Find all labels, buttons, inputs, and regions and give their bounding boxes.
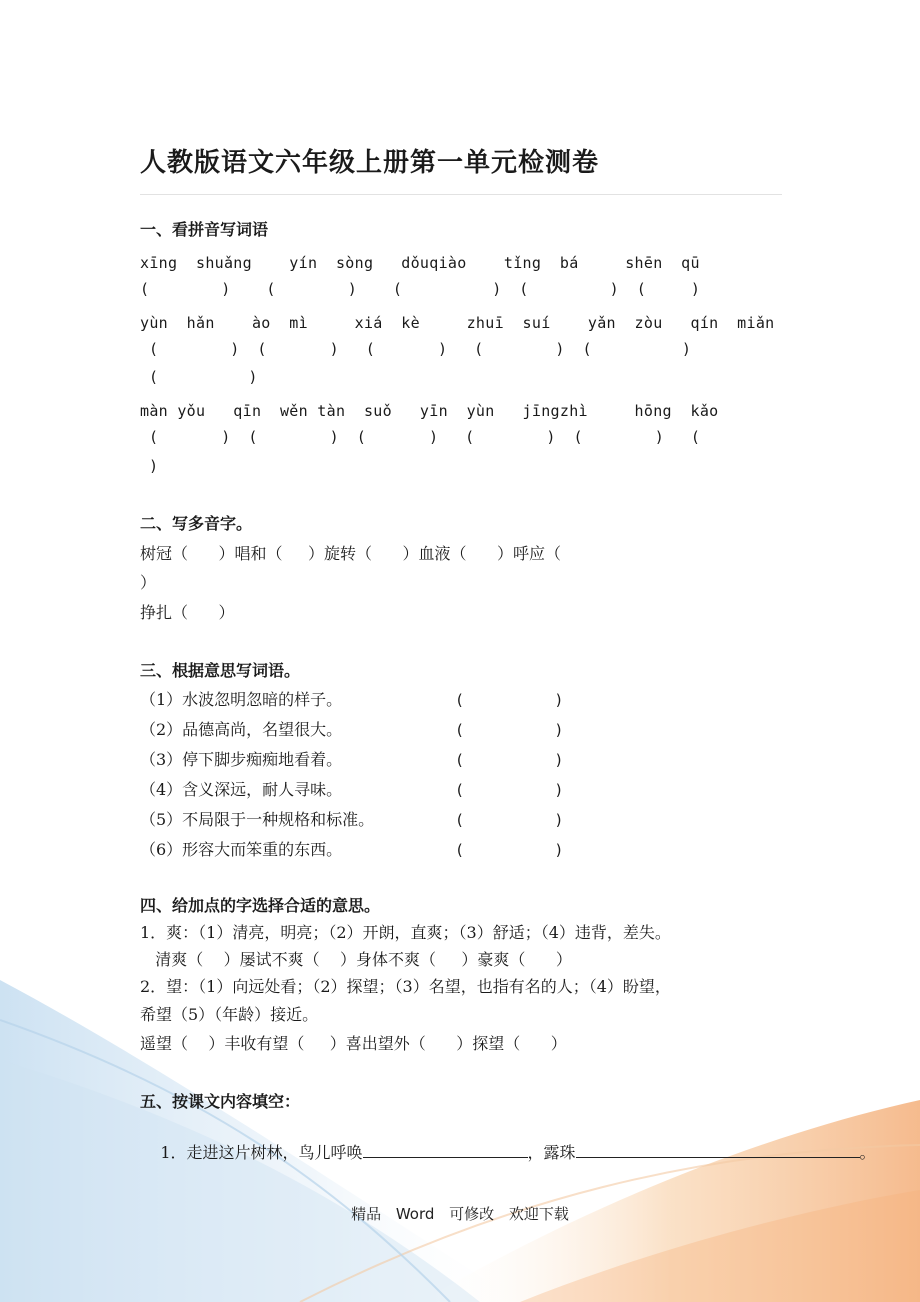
- document-title: 人教版语文六年级上册第一单元检测卷: [140, 148, 600, 178]
- answer-blanks-row-2a[interactable]: ( ) ( ) ( ) ( ) ( ): [140, 340, 691, 358]
- meaning-answer-1[interactable]: ( ): [455, 691, 564, 709]
- section1-heading: 一、看拼音写词语: [140, 220, 269, 239]
- meaning-item-6: （6）形容大而笨重的东西。: [140, 840, 343, 859]
- fill-in-blank-2[interactable]: [576, 1143, 860, 1158]
- answer-blanks-row-3b[interactable]: ): [140, 457, 159, 475]
- polyphone-line-2: ）: [140, 573, 157, 592]
- meaning-item-2: （2）品德高尚，名望很大。: [140, 720, 343, 739]
- wang-meanings: 2．望：（1）向远处看；（2）探望；（3）名望，也指有名的人；（4）盼望，: [140, 977, 671, 996]
- section2-heading: 二、写多音字。: [140, 514, 253, 533]
- answer-blanks-row-1[interactable]: ( ) ( ) ( ) ( ) ( ): [140, 280, 700, 298]
- meaning-item-4: （4）含义深远，耐人寻味。: [140, 780, 343, 799]
- meaning-item-5: （5）不局限于一种规格和标准。: [140, 810, 375, 829]
- meaning-answer-5[interactable]: ( ): [455, 811, 564, 829]
- footer-note: 精品 Word 可修改 欢迎下载: [351, 1205, 569, 1223]
- wang-meanings-cont: 希望（5）（年龄）接近。: [140, 1005, 319, 1024]
- meaning-answer-2[interactable]: ( ): [455, 721, 564, 739]
- meaning-item-1: （1）水波忽明忽暗的样子。: [140, 690, 343, 709]
- pinyin-row-3: màn yǒu qīn wěn tàn suǒ yīn yùn jīngzhì hōng kǎo: [140, 402, 719, 420]
- polyphone-line-3[interactable]: 挣扎（ ）: [140, 603, 235, 622]
- fill-in-line-1: [140, 1120, 876, 1186]
- wang-answers[interactable]: 遥望（ ）丰收有望（ ）喜出望外（ ）探望（ ）: [140, 1034, 567, 1053]
- section5-heading: 五、按课文内容填空：: [140, 1092, 301, 1111]
- pinyin-row-1: xīng shuǎng yín sòng dǒuqiào tǐng bá shēn qū: [140, 254, 700, 272]
- title-divider: [140, 194, 782, 195]
- shuang-answers[interactable]: 清爽（ ）屡试不爽（ ）身体不爽（ ）豪爽（ ）: [140, 950, 572, 969]
- polyphone-line-1[interactable]: 树冠（ ）唱和（ ）旋转（ ）血液（ ）呼应（: [140, 544, 561, 563]
- section4-heading: 四、给加点的字选择合适的意思。: [140, 896, 381, 915]
- meaning-item-3: （3）停下脚步痴痴地看着。: [140, 750, 343, 769]
- meaning-answer-4[interactable]: ( ): [455, 781, 564, 799]
- shuang-meanings: 1．爽：（1）清亮，明亮；（2）开朗，直爽；（3）舒适；（4）违背，差失。: [140, 923, 671, 942]
- answer-blanks-row-3a[interactable]: ( ) ( ) ( ) ( ) ( ) (: [140, 428, 700, 446]
- fill-in-middle: ，露珠: [527, 1143, 576, 1162]
- fill-in-prefix: 1．走进这片树林，鸟儿呼唤: [160, 1143, 363, 1162]
- meaning-answer-3[interactable]: ( ): [455, 751, 564, 769]
- section3-heading: 三、根据意思写词语。: [140, 661, 301, 680]
- answer-blanks-row-2b[interactable]: ( ): [140, 368, 258, 386]
- pinyin-row-2: yùn hǎn ào mì xiá kè zhuī suí yǎn zòu qín miǎn: [140, 314, 775, 332]
- meaning-answer-6[interactable]: ( ): [455, 841, 564, 859]
- fill-in-end: 。: [859, 1143, 876, 1162]
- fill-in-blank-1[interactable]: [363, 1143, 528, 1158]
